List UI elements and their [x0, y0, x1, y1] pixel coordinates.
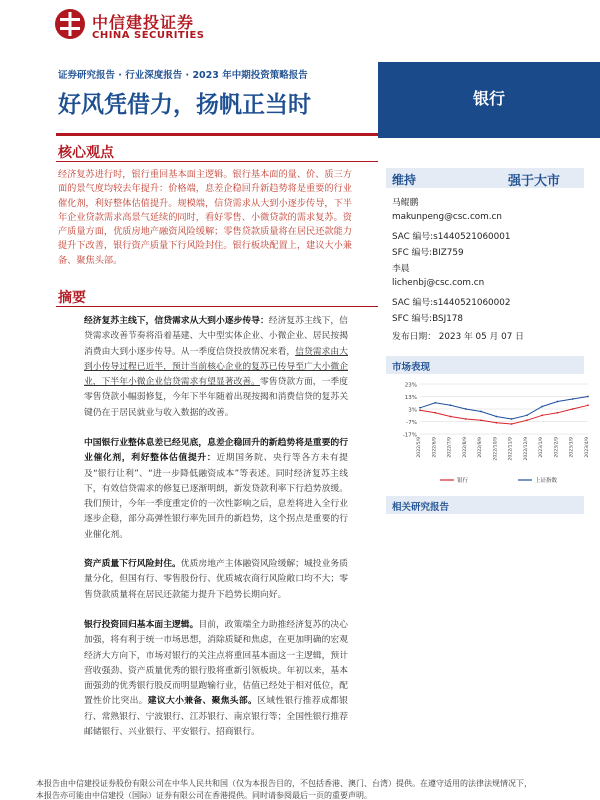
- y-tick-label: 23%: [404, 382, 417, 389]
- market-performance-header: [386, 356, 584, 374]
- data-point: [480, 411, 482, 413]
- report-title: 好风凭借力，扬帆正当时: [58, 92, 311, 118]
- x-tick-label: 2022/8/9: [462, 437, 468, 458]
- data-point: [480, 419, 482, 421]
- data-point: [450, 416, 452, 418]
- x-tick-label: 2022/11/9: [508, 437, 514, 461]
- summary-paragraph-asset-quality: [84, 557, 348, 603]
- title-divider: [56, 133, 378, 136]
- data-point: [587, 396, 589, 398]
- data-point: [541, 406, 543, 408]
- legend-label: 上证指数: [535, 478, 558, 484]
- summary-divider: [56, 306, 378, 307]
- company-logo: [54, 8, 224, 48]
- data-point: [587, 404, 589, 406]
- analyst-sac-id: SAC 编号:s1440521060002: [392, 298, 511, 308]
- data-point: [526, 414, 528, 416]
- paragraph-text: 优质房地产主体融资风险缓解；城投业务质量分化，但国有行、零售股份行、优质城农商行风险敞口均不大；零售贷款质量将在居民还款能力提升下趋势长期向好。: [84, 559, 348, 600]
- related-reports-header: [386, 496, 584, 514]
- paragraph-underlined-text: 信贷需求由大到小传导过程已近半，预计当前核心企业的复苏已传导至广大小微企业，下半年小微企业信贷需求有望显著改善。: [84, 346, 348, 388]
- summary-paragraph-credit: [84, 314, 348, 421]
- summary-paragraph-margin: [84, 436, 348, 543]
- sector-banner: [378, 62, 600, 138]
- x-tick-label: 2022/7/9: [447, 437, 453, 458]
- series-line: [420, 405, 588, 424]
- analyst-name: 李晨: [392, 264, 410, 274]
- data-point: [419, 409, 421, 411]
- y-tick-label: -7%: [406, 420, 417, 426]
- data-point: [526, 419, 528, 421]
- sector-label: 银行: [472, 89, 505, 108]
- x-tick-label: 2022/6/9: [432, 437, 438, 458]
- x-tick-label: 2023/3/9: [569, 437, 575, 458]
- data-point: [541, 414, 543, 416]
- data-point: [465, 418, 467, 420]
- core-view-divider: [56, 161, 378, 162]
- analyst-email[interactable]: makunpeng@csc.com.cn: [392, 212, 502, 222]
- publish-date: 发布日期： 2023 年 05 月 07 日: [392, 332, 524, 342]
- logo-chinese-name: 中信建投证券: [92, 13, 195, 32]
- analyst-email[interactable]: lichenbj@csc.com.cn: [392, 278, 485, 288]
- paragraph-text: 经济复苏主线下，信贷需求改善节奏将沿着基建、大中型实体企业、小微企业、居民按揭消费由大到小逐步传导。从一季度信贷投放情况来看，: [84, 316, 348, 357]
- paragraph-text: 近期国务院、央行等各方未有提及“银行让利”、“进一步降低融资成本”等表述。同时经济复苏主线下，有效信贷需求的修复已逐渐明朗，新发贷款利率下行趋势放缓。我们预计，今年一季度重定价的一次性影响之后，息差将进入全行业逐步企稳，部分高弹性银行率先回升的新趋势，这个拐点是重要的行业催化剂。: [84, 453, 348, 540]
- disclaimer-line: 本报告由中信建投证券股份有限公司在中华人民共和国（仅为本报告目的，不包括香港、澳门、台湾）提供。在遵守适用的法律法规情况下，: [36, 779, 532, 788]
- logo-english-name: CHINA SECURITIES: [92, 30, 205, 41]
- paragraph-lead: 经济复苏主线下，信贷需求从大到小逐步传导：: [84, 316, 269, 326]
- y-tick-label: -17%: [402, 432, 417, 439]
- paragraph-highlight: 建议大小兼备、聚焦头部。: [147, 696, 258, 707]
- paragraph-text: 目前，政策端全力助推经济复苏的决心加强，将有利于统一市场思想，消除质疑和焦虑，在更加明确的宏观经济大方向下，市场对银行的关注点将重回基本面这一主逻辑，预计营收强劲、资产质量优秀的银行股将重新引领板块。年初以来，基本面强劲的优秀银行股反而明显跑输行业，估值已经处于相对低位，配置性价比突出。: [84, 620, 348, 707]
- disclaimer-line: 本报告亦可能由中信建投（国际）证券有限公司在香港提供。同时请参阅最后一页的重要声明。: [36, 791, 372, 800]
- y-tick-label: 13%: [404, 395, 417, 401]
- core-view-heading: 核心观点: [58, 145, 114, 161]
- paragraph-lead: 中国银行业整体息差已经见底，息差企稳回升的新趋势将是重要的行业催化剂，利好整体估值提升：: [84, 438, 348, 464]
- market-performance-chart: [392, 378, 592, 488]
- disclaimer-footer: [36, 778, 596, 800]
- data-point: [495, 422, 497, 424]
- analyst-sac-id: SAC 编号:s1440521060001: [392, 232, 511, 242]
- x-tick-label: 2022/12/9: [523, 437, 529, 461]
- x-tick-label: 2023/1/9: [539, 437, 545, 458]
- rating-value: 强于大市: [508, 174, 561, 189]
- data-point: [511, 418, 513, 420]
- data-point: [557, 412, 559, 414]
- analyst-name: 马鲲鹏: [392, 198, 419, 208]
- related-reports-title: 相关研究报告: [392, 502, 450, 513]
- x-tick-label: 2022/5/9: [417, 437, 422, 458]
- data-point: [557, 401, 559, 403]
- report-breadcrumb: 证券研究报告 · 行业深度报告 · 2023 年中期投资策略报告: [58, 70, 308, 81]
- paragraph-text: 零售贷款方面，一季度零售贷款小幅弱修复，今年下半年随着出现按揭和消费信贷的复苏关键仍在于居民就业与收入数据的改善。: [84, 377, 348, 418]
- paragraph-lead: 银行投资回归基本面主逻辑。: [84, 620, 199, 630]
- core-view-text: 经济复苏进行时，银行重回基本面主逻辑。银行基本面的量、价、质三方面的景气度均较去年提升：价格端，息差企稳回升新趋势将是重要的行业催化剂，利好整体估值提升。规模端，信贷需求从大到小逐步传导，下半年企业贷款需求高景气延续的同时，看好零售、小微贷款的需求复苏。资产质量方面，优质房地产融资风险缓解；零售贷款质量将在居民还款能力提升下改善，银行资产质量下行风险封住。银行板块配置上，建议大小兼备、聚焦头部。: [58, 169, 352, 266]
- legend-label: 银行: [457, 478, 469, 484]
- data-point: [572, 408, 574, 410]
- x-tick-label: 2023/2/9: [554, 437, 560, 458]
- rating-action: 维持: [392, 173, 417, 187]
- paragraph-lead: 资产质量下行风险封住。: [84, 559, 181, 569]
- market-performance-title: 市场表现: [392, 362, 431, 373]
- summary-paragraph-investment: [84, 618, 348, 740]
- paragraph-text: 区域性银行推荐成都银行、常熟银行、宁波银行、江苏银行、南京银行等；全国性银行推荐邮储银行、兴业银行、平安银行、招商银行。: [84, 696, 348, 738]
- data-point: [465, 408, 467, 410]
- data-point: [419, 407, 421, 409]
- x-tick-label: 2023/4/9: [585, 437, 590, 458]
- y-tick-label: 3%: [408, 407, 417, 414]
- data-point: [434, 412, 436, 414]
- analyst-sfc-id: SFC 编号:BIZ759: [392, 248, 464, 258]
- summary-heading: 摘要: [58, 290, 86, 306]
- data-point: [450, 404, 452, 406]
- x-tick-label: 2022/9/9: [478, 437, 484, 458]
- data-point: [572, 398, 574, 400]
- data-point: [434, 402, 436, 404]
- x-tick-label: 2022/10/9: [493, 437, 499, 461]
- data-point: [511, 423, 513, 425]
- data-point: [495, 416, 497, 418]
- logo-emblem-icon: [54, 8, 86, 40]
- analyst-sfc-id: SFC 编号:BSJ178: [392, 314, 463, 324]
